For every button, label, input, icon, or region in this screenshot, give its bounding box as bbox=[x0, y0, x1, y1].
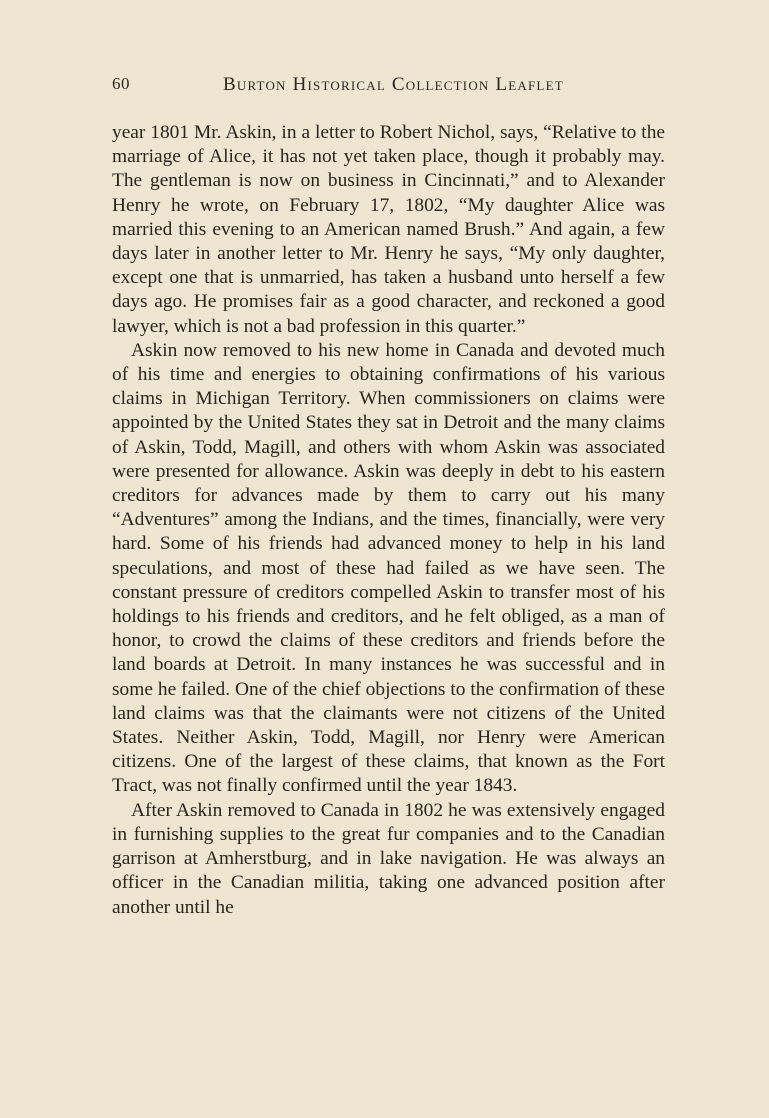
paragraph: After Askin removed to Canada in 1802 he was extensively engaged in furnishing supplies to the great fur companies and to the Canadian garrison at Amherstburg, and in lake navigation. He was always an officer in the Canadian militia, taking one advanced position after another until he bbox=[112, 799, 665, 918]
body-text bbox=[112, 121, 665, 920]
paragraph: year 1801 Mr. Askin, in a letter to Robert Nichol, says, “Relative to the marriage of Alice, it has not yet taken place, though it probably may. The gentleman is now on business in Cincinnati,” and to Alexander Henry he wrote, on February 17, 1802, “My daughter Alice was married this evening to an American named Brush.” And again, a few days later in another letter to Mr. Henry he says, “My only daughter, except one that is unmarried, has taken a husband unto herself a few days ago. He promises fair as a good character, and reckoned a good lawyer, which is not a bad profession in this quarter.” bbox=[112, 122, 665, 337]
running-title: Burton Historical Collection Leaflet bbox=[223, 74, 564, 95]
page-number: 60 bbox=[112, 74, 130, 93]
paragraph: Askin now removed to his new home in Canada and devoted much of his time and energies to obtaining confirmations of his various claims in Michigan Territory. When commissioners on claims were appointed by the United States they sat in Detroit and the many claims of Askin, Todd, Magill, and others with whom Askin was associated were presented for allowance. Askin was deeply in debt to his eastern creditors for advances made by them to carry out his many “Adventures” among the Indians, and the times, financially, were very hard. Some of his friends had advanced money to help in his land speculations, and most of these had failed as we have seen. The constant pressure of creditors compelled Askin to transfer most of his holdings to his friends and creditors, and he felt obliged, as a man of honor, to crowd the claims of these creditors and friends before the land boards at Detroit. In many instances he was successful and in some he failed. One of the chief objections to the confirmation of these land claims was that the claimants were not citizens of the United States. Neither Askin, Todd, Magill, nor Henry were American citizens. One of the largest of these claims, that known as the Fort Tract, was not finally confirmed until the year 1843. bbox=[112, 339, 665, 797]
